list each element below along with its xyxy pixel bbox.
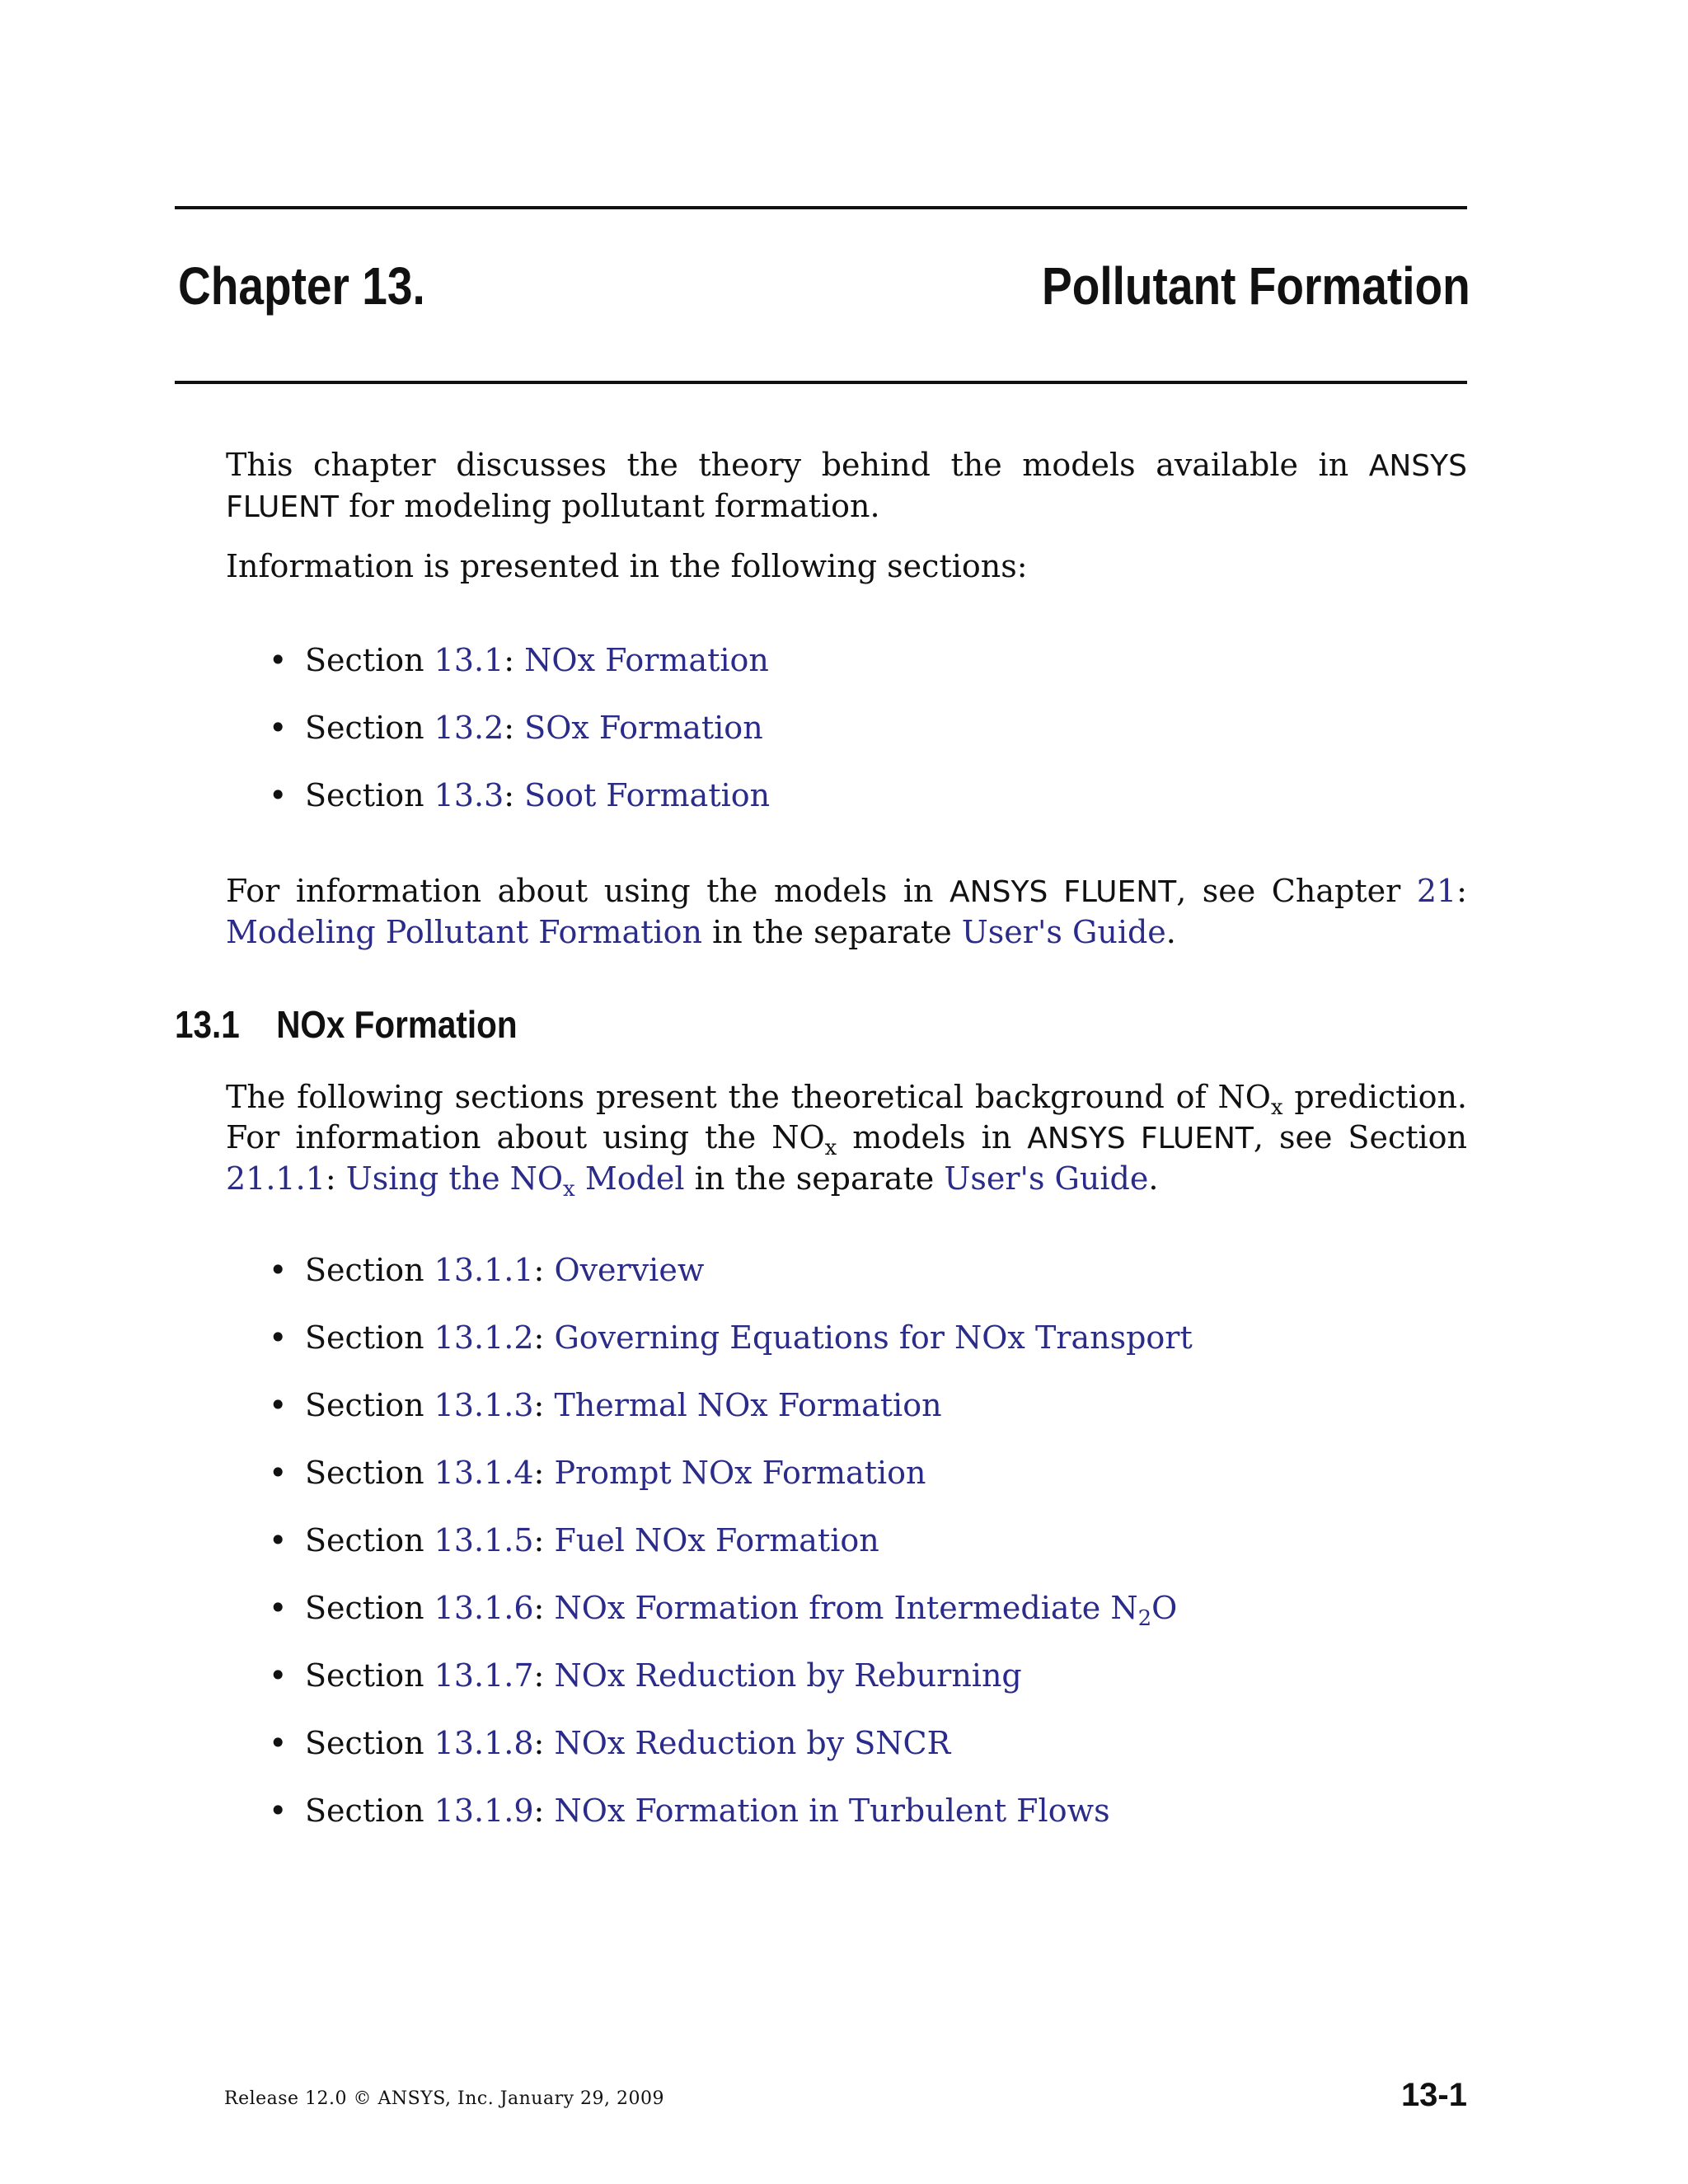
bullet-icon: • [269,1387,288,1423]
bullet-icon: • [269,1725,288,1761]
section-link-title[interactable]: NOx Formation in Turbulent Flows [554,1793,1110,1829]
section-link-title[interactable]: Prompt NOx Formation [554,1455,926,1491]
section-number: 13.1 [175,1003,240,1046]
section-link-title[interactable]: Using the $NO_x$ Model [345,1160,685,1202]
section-link-title[interactable]: Overview [554,1252,705,1288]
section-link-number[interactable]: 13.1.2 [434,1319,534,1356]
bullet-icon: • [269,1590,288,1626]
bullet-icon: • [269,1455,288,1491]
section-heading [175,1002,518,1047]
bullet-icon: • [269,777,288,813]
intro-sections-lead: Information is presented in the following sections: [226,548,1028,584]
bullet-icon: • [269,642,288,678]
section-link-title[interactable]: NOx Formation [524,642,769,678]
chapter-heading [178,255,1470,330]
section-link-number[interactable]: 13.1.7 [434,1657,534,1694]
bottom-rule [175,381,1467,384]
chapter-link-number[interactable]: 21 [1416,873,1457,909]
product-name: ANSYS FLUENT [226,449,1467,524]
release-footer: Release 12.0 © ANSYS, Inc. January 29, 2009 [224,2088,664,2109]
section-link-number[interactable]: 13.1.4 [434,1455,534,1491]
bullet-icon: • [269,710,288,746]
section-link-title[interactable]: SOx Formation [524,710,763,746]
section-link-number[interactable]: 13.1.5 [434,1522,534,1558]
users-guide-link[interactable]: User's Guide [944,1160,1149,1197]
intro-paragraph: This chapter discusses the theory behind the models available in ANSYS FLUENT for modeling pollutant formation. [226,447,1467,524]
section-title: NOx Formation [276,1003,518,1046]
chapter-number: Chapter 13. [178,256,425,316]
section-link-title[interactable]: Fuel NOx Formation [554,1522,879,1558]
top-rule [175,206,1467,209]
bullet-icon: • [269,1522,288,1558]
users-guide-link[interactable]: User's Guide [961,914,1166,950]
bullet-icon: • [269,1657,288,1694]
bullet-icon: • [269,1252,288,1288]
section-link-number[interactable]: 13.1.8 [434,1725,534,1761]
nox-intro-paragraph: The following sections present the theoretical background of $NO_x$ prediction. For information about using the $NO_x$ models in ANSYS FLUENT, see Section 21.1.1: Using the $NO_x$ Model in the separate User's Guide. [226,1079,1467,1202]
section-link-number[interactable]: 13.1.6 [434,1590,534,1626]
chapter-link-title[interactable]: Modeling Pollutant Formation [226,914,703,950]
section-link-number[interactable]: 13.1 [434,642,504,678]
section-link-number[interactable]: 13.3 [434,777,504,813]
section-link-title[interactable]: NOx Reduction by SNCR [554,1725,951,1761]
bullet-icon: • [269,1793,288,1829]
section-link-title[interactable]: Soot Formation [524,777,771,813]
product-name: ANSYS FLUENT [1027,1122,1254,1155]
section-link-title[interactable]: Thermal NOx Formation [554,1387,942,1423]
section-link-number[interactable]: 21.1.1 [226,1160,326,1197]
usage-paragraph: For information about using the models in ANSYS FLUENT, see Chapter 21: Modeling Pollutant Formation in the separate User's Guide. [226,873,1467,950]
page-number: 13-1 [1400,2077,1467,2113]
section-link-number[interactable]: 13.1.1 [434,1252,534,1288]
section-link-title[interactable]: NOx Reduction by Reburning [554,1657,1022,1694]
section-link-number[interactable]: 13.1.3 [434,1387,534,1423]
section-link-number[interactable]: 13.2 [434,710,504,746]
section-link-number[interactable]: 13.1.9 [434,1793,534,1829]
section-link-title[interactable]: Governing Equations for NOx Transport [554,1319,1193,1356]
chapter-title: Pollutant Formation [1041,256,1470,316]
product-name: ANSYS FLUENT [950,875,1177,909]
section-link-title[interactable]: NOx Formation from Intermediate $N_2O$ [554,1590,1178,1631]
bullet-icon: • [269,1319,288,1356]
